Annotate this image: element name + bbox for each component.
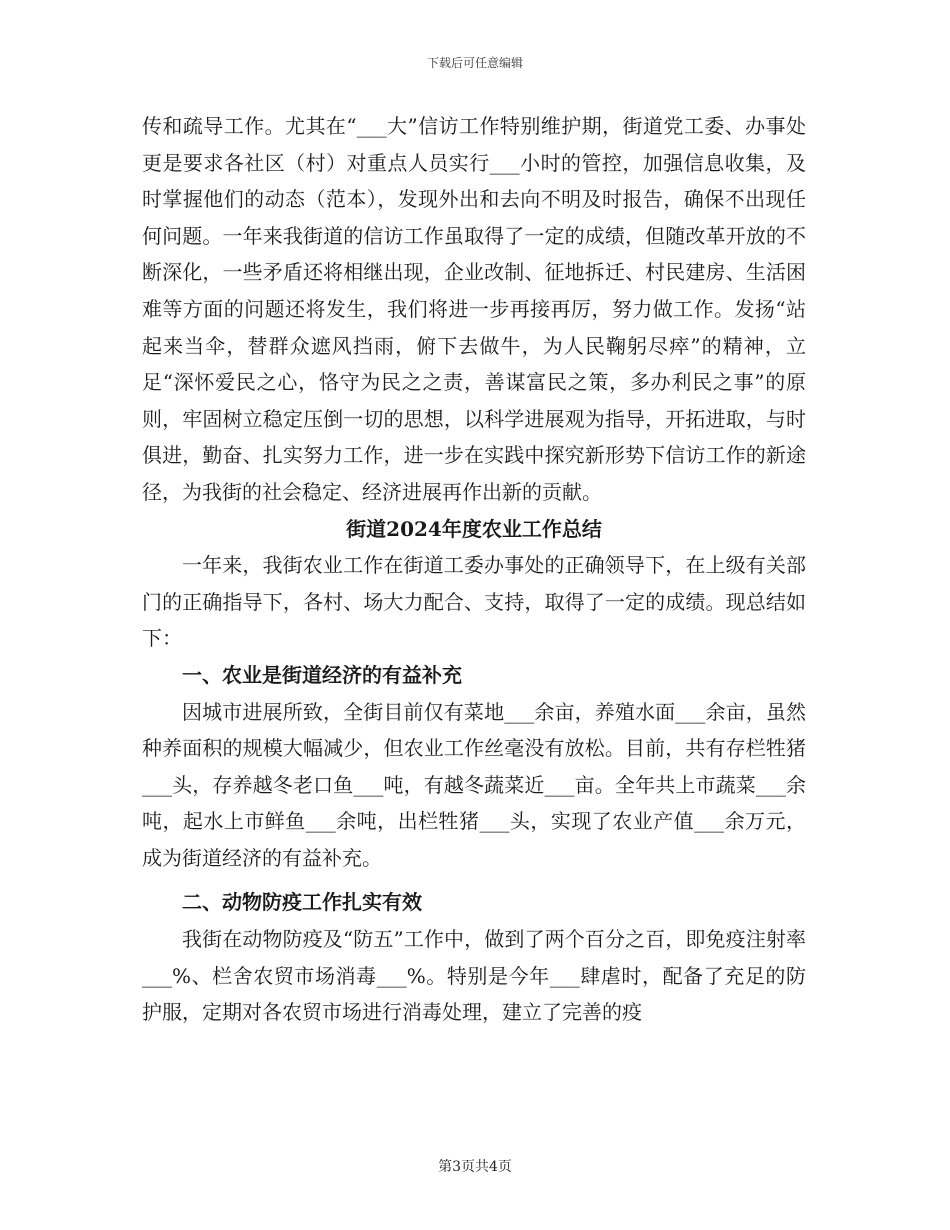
document-title: 街道2024年度农业工作总结 xyxy=(346,516,602,541)
section-2-heading: 二、动物防疫工作扎实有效 xyxy=(182,890,422,915)
intro-paragraph: 一年来，我街农业工作在街道工委办事处的正确领导下，在上级有关部门的正确指导下，各村、场大力配合、支持，取得了一定的成绩。现总结如下： xyxy=(142,553,806,651)
section-1-heading: 一、农业是街道经济的有益补充 xyxy=(182,662,462,687)
page-number: 第3页共4页 xyxy=(438,1159,512,1175)
section-1-body: 因城市进展所致，全街目前仅有菜地___余亩，养殖水面___余亩，虽然种养面积的规模大幅减少，但农业工作丝毫没有放松。目前，共有存栏牲猪___头，存养越冬老口鱼___吨，有越冬蔬菜近___亩。全年共上市蔬菜___余吨，起水上市鲜鱼___余吨，出栏牲猪___头，实现了农业产值___余万元，成为街道经济的有益补充。 xyxy=(142,699,806,870)
section-2-body: 我街在动物防疫及“防五”工作中，做到了两个百分之百，即免疫注射率___%、栏舍农贸市场消毒___%。特别是今年___肆虐时，配备了充足的防护服，定期对各农贸市场进行消毒处理，建立了完善的疫 xyxy=(142,927,806,1025)
page-header: 下载后可任意编辑 xyxy=(426,56,523,70)
document-body xyxy=(142,108,806,1031)
continuation-paragraph: 传和疏导工作。尤其在“___大”信访工作特别维护期，街道党工委、办事处更是要求各社区（村）对重点人员实行___小时的管控，加强信息收集，及时掌握他们的动态（范本），发现外出和去向不明及时报告，确保不出现任何问题。一年来我街道的信访工作虽取得了一定的成绩，但随改革开放的不断深化，一些矛盾还将相继出现，企业改制、征地拆迁、村民建房、生活困难等方面的问题还将发生，我们将进一步再接再厉，努力做工作。发扬“站起来当伞，替群众遮风挡雨，俯下去做牛，为人民鞠躬尽瘁”的精神，立足“深怀爱民之心，恪守为民之之责，善谋富民之策，多办利民之事”的原则，牢固树立稳定压倒一切的思想，以科学进展观为指导，开拓进取，与时俱进，勤奋、扎实努力工作，进一步在实践中探究新形势下信访工作的新途径，为我街的社会稳定、经济进展再作出新的贡献。 xyxy=(142,114,806,504)
